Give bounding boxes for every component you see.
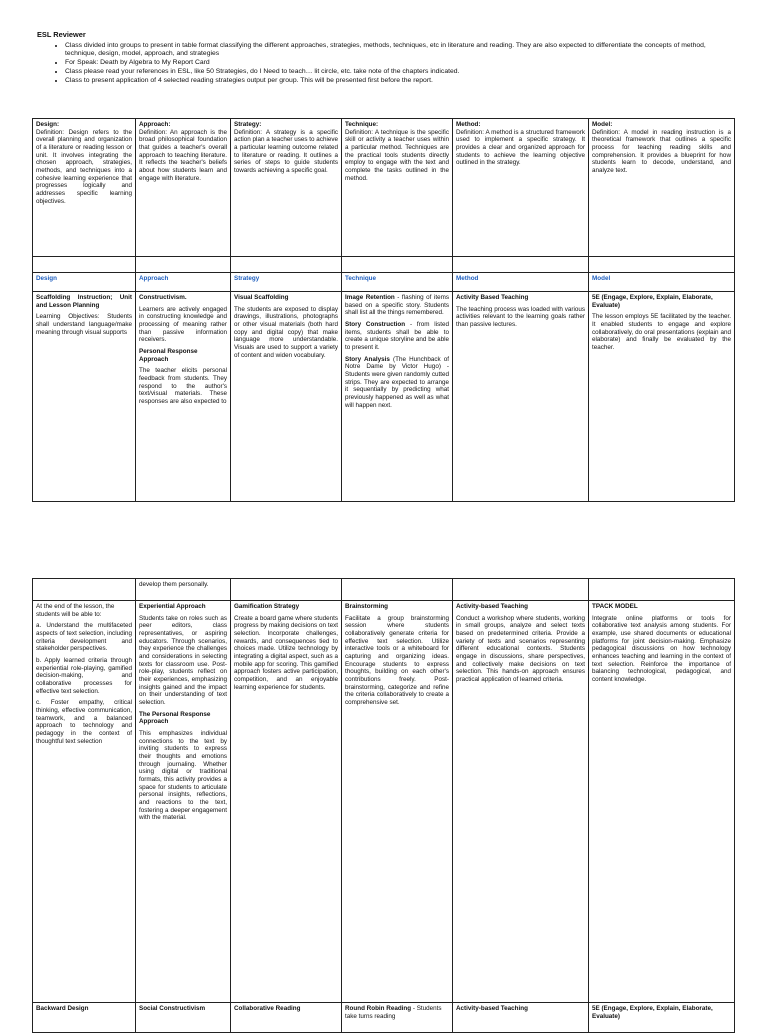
approach-cell <box>136 1003 231 1033</box>
approach-title: The Personal Response Approach <box>139 710 211 726</box>
model-title: 5E (Engage, Explore, Explain, Elaborate, Evaluate) <box>592 294 713 309</box>
instruction-item: • Class please read your references in ESL, like 50 Strategies, do I Need to teach… lit circle, etc. take note of the chapters indicated. <box>65 68 737 77</box>
empty-cell <box>231 579 342 601</box>
definition-cell-design <box>33 119 136 257</box>
technique-cell <box>342 1003 453 1033</box>
design-cell <box>33 292 136 502</box>
objective-item: c. Foster empathy, critical thinking, effective communication, teamwork, and a balanced approach to technology and pedagogy in the context of thoughtful text selection <box>36 699 132 745</box>
approach-text: Students take on roles such as peer editors, class representatives, or aspiring educators. Through scenarios, they experience the challenges and considerations in selecting texts for classroom use. Post-role-play, students reflect on their experiences, emphasizing insights gained and the impact on their understanding of text selection. <box>139 614 227 707</box>
instruction-list <box>37 42 737 86</box>
technique-name: Story Analysis <box>345 355 390 363</box>
approach-text: The teacher elicits personal feedback from students. They respond to the author's text/visual materials. These responses are also expected to <box>139 367 227 406</box>
model-cell <box>589 292 735 502</box>
definition-text: Definition: A technique is the specific skill or activity a teacher uses within a particular method. Techniques are the practical tools students directly employ to engage with the text and complete the tasks outlined in the method. <box>345 128 449 182</box>
technique-item <box>345 294 449 317</box>
definition-cell-model <box>589 119 735 257</box>
definition-text: Definition: Design refers to the overall planning and organization of a literature or reading lesson or unit. It involves integrating the chosen approach, strategies, methods, and techniques into a cohesive learning experience that progresses logically and addresses specific learning objectives. <box>36 128 132 205</box>
approach-text: This emphasizes individual connections to the text by inviting students to express their thoughts and emotions through journaling. Whether using digital or traditional formats, this activity provides a space for students to articulate personal insights, reflections, and reactions to the text, fostering a deeper engagement with the material. <box>139 730 227 822</box>
approach-cell <box>136 601 231 1003</box>
empty-cell <box>33 257 136 273</box>
technique-item <box>345 321 449 352</box>
empty-cell <box>453 579 589 601</box>
objective-item: a. Understand the multifaceted aspects of text selection, including criteria development and stakeholder perspectives. <box>36 622 132 653</box>
empty-cell <box>342 257 453 273</box>
method-cell <box>453 292 589 502</box>
spacer-row <box>33 257 735 273</box>
design-text: Learning Objectives: Students shall understand language/make meaning through visual supports <box>36 313 132 336</box>
approach-cell <box>136 292 231 502</box>
method-text: Conduct a workshop where students, working in small groups, analyze and select texts based on predetermined criteria. Provide a variety of texts and scenarios representing different educational contexts. Students engage in discussions, share perspectives, and collectively make decisions on text selection. This hands-on approach ensures practical application of learned criteria. <box>456 614 585 684</box>
definition-heading: Model: <box>592 121 613 128</box>
column-label: Method <box>453 273 589 292</box>
reviewer-header <box>37 30 737 86</box>
approach-title: Social Constructivism <box>139 1005 206 1012</box>
instruction-item: • Class divided into groups to present in table format classifying the different approaches, strategies, methods, techniques, etc in literature and reading. They are also expected to differentiate the concepts of method, technique, design, model, approach, and strategies <box>65 42 737 60</box>
empty-cell <box>453 257 589 273</box>
strategy-cell <box>231 1003 342 1033</box>
design-cell <box>33 1003 136 1033</box>
technique-title: Brainstorming <box>345 603 389 610</box>
technique-name: Story Construction <box>345 321 406 329</box>
classification-table-top <box>32 118 735 502</box>
method-text: The teaching process was loaded with various activities relevant to the learning goals rather than passive lectures. <box>456 305 585 329</box>
technique-desc: - flashing of items based on a specific story. Students shall list all the things remembered. <box>345 294 449 317</box>
definition-text: Definition: A model in reading instruction is a theoretical framework that outlines a specific process for teaching reading skills and comprehension. It provides a blueprint for how students learn to decode, understand, and analyze text. <box>592 128 731 175</box>
model-title: TPACK MODEL <box>592 603 638 610</box>
model-text: The lesson employs 5E facilitated by the teacher. It enabled students to engage and explore collaboratively, do oral presentations (explain and elaborate) and finally be evaluated by the teacher. <box>592 313 731 352</box>
definition-heading: Design: <box>36 121 60 128</box>
method-title: Activity-based Teaching <box>456 1005 528 1012</box>
definition-text: Definition: An approach is the broad philosophical foundation that guides a teacher's overall approach to teaching literature. It reflects the teacher's beliefs about how students learn and engage with literature. <box>139 128 227 182</box>
strategy-title: Gamification Strategy <box>234 603 300 610</box>
column-label: Design <box>33 273 136 292</box>
strategy-cell <box>231 292 342 502</box>
instruction-item: • For Speak: Death by Algebra to My Report Card <box>65 59 737 68</box>
objective-item: b. Apply learned criteria through experiential role-playing, gamified decision-making, and collaborative processes for effective text selection. <box>36 657 132 695</box>
strategy-title: Visual Scaffolding <box>234 294 289 301</box>
model-cell <box>589 1003 735 1033</box>
definition-cell-strategy <box>231 119 342 257</box>
strategy-cell <box>231 601 342 1003</box>
document-title: ESL Reviewer <box>37 30 86 39</box>
approach-title: Personal Response Approach <box>139 348 198 363</box>
method-cell <box>453 1003 589 1033</box>
definition-cell-method <box>453 119 589 257</box>
continuation-row <box>33 579 735 601</box>
technique-item <box>345 356 449 410</box>
design-intro: At the end of the lesson, the students will be able to: <box>36 603 115 618</box>
lesson-row-2 <box>33 601 735 1003</box>
definition-heading: Technique: <box>345 121 379 128</box>
approach-continued-text: develop them personally. <box>136 579 231 601</box>
technique-cell <box>342 292 453 502</box>
lesson-row-3 <box>33 1003 735 1033</box>
method-cell <box>453 601 589 1003</box>
technique-desc: (The Hunchback of Notre Dame by Victor Hugo) - Students were given randomly cutted strips. They are expected to arrange it sequentially by predicting what previously happened as well as what will happen next. <box>345 355 450 409</box>
definition-heading: Approach: <box>139 121 171 128</box>
empty-cell <box>589 257 735 273</box>
empty-cell <box>589 579 735 601</box>
definition-text: Definition: A strategy is a specific action plan a teacher uses to achieve a particular learning outcome related to literature or reading. It outlines a series of steps to guide students towards achieving a specific goal. <box>234 128 338 175</box>
strategy-title: Collaborative Reading <box>234 1005 301 1012</box>
technique-cell <box>342 601 453 1003</box>
definition-heading: Strategy: <box>234 121 262 128</box>
technique-name: Image Retention <box>345 294 395 301</box>
instruction-item: • Class to present application of 4 selected reading strategies output per group. This will be presented first before the report. <box>65 77 737 86</box>
technique-name: Round Robin Reading <box>345 1005 412 1012</box>
strategy-text: Create a board game where students progress by making decisions on text selection. Incorporate challenges, rewards, and consequences tied to choices made. Utilize technology by integrating a digital aspect, such as a mobile app for scoring. This gamified approach fosters active participation, competition, and an enjoyable learning experience for students. <box>234 614 338 691</box>
method-title: Activity-based Teaching <box>456 603 528 610</box>
model-cell <box>589 601 735 1003</box>
technique-item <box>345 1005 449 1020</box>
technique-desc: - from listed items, students shall be able to create a unique storyline and be able to present it. <box>345 321 449 352</box>
definition-cell-approach <box>136 119 231 257</box>
classification-table-continued <box>32 578 735 1033</box>
column-label: Strategy <box>231 273 342 292</box>
empty-cell <box>342 579 453 601</box>
approach-title: Experiential Approach <box>139 603 206 610</box>
approach-title: Constructivism. <box>139 294 187 301</box>
method-title: Activity Based Teaching <box>456 294 529 301</box>
empty-cell <box>136 257 231 273</box>
design-title: Scaffolding Instruction; Unit and Lesson Planning <box>36 294 132 309</box>
definition-row <box>33 119 735 257</box>
technique-desc: - Students take turns reading <box>345 1005 442 1020</box>
lesson-row-1 <box>33 292 735 502</box>
column-label: Technique <box>342 273 453 292</box>
technique-text: Facilitate a group brainstorming session where students collaboratively generate criteria for effective text selection. Utilize interactive tools or a whiteboard for capturing and organizing ideas. Encourage students to express thoughts, building on each other's contributions freely. Post-brainstorming, categorize and refine the criteria collaboratively to create a comprehensive set. <box>345 614 449 707</box>
column-label: Model <box>589 273 735 292</box>
empty-cell <box>231 257 342 273</box>
model-text: Integrate online platforms or tools for collaborative text analysis among students. For example, use shared documents or educational platforms for joint decision-making. Emphasize pedagogical discussions on how technology enhances teaching and learning in the context of text selection. Reinforce the importance of balancing technological, pedagogical, and content knowledge. <box>592 614 731 684</box>
strategy-text: The students are exposed to display drawings, illustrations, photographs or other visual materials (both hard copy and digital copy) that make language more understandable. Visuals are used to support a variety of content and widen vocabulary. <box>234 305 338 359</box>
definition-heading: Method: <box>456 121 481 128</box>
empty-cell <box>33 579 136 601</box>
design-title: Backward Design <box>36 1005 89 1012</box>
model-title: 5E (Engage, Explore, Explain, Elaborate, Evaluate) <box>592 1005 713 1020</box>
definition-cell-technique <box>342 119 453 257</box>
column-label-row <box>33 273 735 292</box>
definition-text: Definition: A method is a structured framework used to implement a specific strategy. It provides a clear and organized approach for students to achieve the learning objective outlined in the strategy. <box>456 128 585 167</box>
approach-text: Learners are actively engaged in constructing knowledge and processing of meaning rather than passive information receivers. <box>139 305 227 344</box>
design-cell <box>33 601 136 1003</box>
column-label: Approach <box>136 273 231 292</box>
